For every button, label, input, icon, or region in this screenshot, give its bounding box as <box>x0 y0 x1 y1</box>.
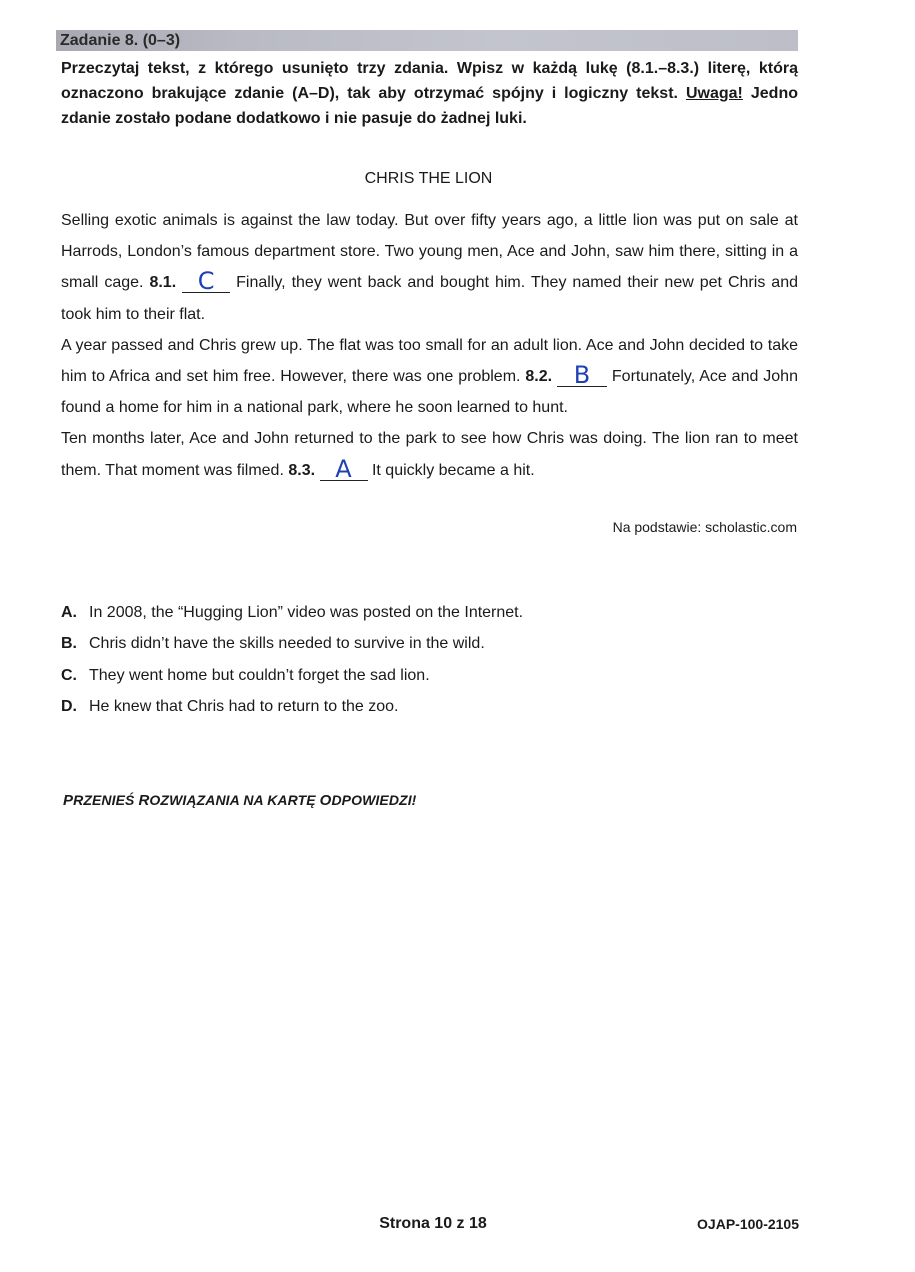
transfer-answers-note <box>63 790 416 811</box>
option-text: They went home but couldn’t forget the sad lion. <box>89 666 430 684</box>
transfer-note-text: OZWIĄZANIA NA KARTĘ <box>149 792 320 808</box>
transfer-note-initial: R <box>138 792 150 809</box>
gap-label-8-1: 8.1. <box>149 274 177 292</box>
story-paragraph-2 <box>61 330 798 424</box>
exam-code: OJAP-100-2105 <box>697 1216 799 1232</box>
instructions-text: Przeczytaj tekst, z którego usunięto trzy zdania. Wpisz w każdą lukę (8.1.–8.3.) literę, którą oznaczono brakujące zdanie (A–D), tak aby otrzymać spójny i logiczny tekst. <box>61 60 798 102</box>
option-letter: D. <box>61 697 77 715</box>
gap-label-8-2: 8.2. <box>525 368 553 386</box>
story-p2-before: A year passed and Chris grew up. The flat was too small for an adult lion. Ace and John decided to take him to Africa and set him free. However, there was one problem. <box>61 336 798 386</box>
gap-8-3-answer: A <box>335 454 352 483</box>
transfer-note-initial: P <box>63 792 74 809</box>
gap-8-3-answer-field[interactable] <box>320 454 368 483</box>
transfer-note-initial: O <box>319 792 332 809</box>
option-text: In 2008, the “Hugging Lion” video was posted on the Internet. <box>89 604 524 621</box>
option-text: He knew that Chris had to return to the zoo. <box>89 697 399 715</box>
gap-8-2-answer-field[interactable] <box>557 361 607 390</box>
gap-8-1-answer-field[interactable] <box>182 267 230 296</box>
warning-text: Jedno zdanie zostało podane dodatkowo i nie pasuje do żadnej luki. <box>61 85 798 127</box>
story-paragraph-1 <box>61 205 798 330</box>
page-number: Strona 10 z 18 <box>379 1215 487 1232</box>
story-p1-after: Finally, they went back and bought him. They named their new pet Chris and took him to their flat. <box>61 274 798 323</box>
option-c <box>61 660 798 691</box>
story-p3-after: It quickly became a hit. <box>371 461 535 479</box>
gap-label-8-3: 8.3. <box>288 461 316 479</box>
option-text: Chris didn’t have the skills needed to survive in the wild. <box>89 635 485 653</box>
story-p3-before: Ten months later, Ace and John returned to the park to see how Chris was doing. The lion ran to meet them. That moment was filmed. <box>61 430 798 479</box>
option-a <box>61 597 798 628</box>
option-letter: B. <box>61 635 77 653</box>
story-paragraph-3 <box>61 423 798 485</box>
story-p1-before: Selling exotic animals is against the law today. But over fifty years ago, a little lion was put on sale at Harrods, London’s famous department store. Two young men, Ace and John, saw him there, sitting in a small cage. <box>61 212 798 292</box>
source-citation: Na podstawie: scholastic.com <box>612 519 797 535</box>
task-header-bar <box>56 30 798 51</box>
story-text <box>61 205 798 486</box>
task-title: Zadanie 8. (0–3) <box>60 32 181 49</box>
option-b <box>61 628 798 659</box>
transfer-note-text: RZENIEŚ <box>73 792 139 808</box>
gap-8-1-answer: C <box>197 267 215 296</box>
option-letter: A. <box>61 604 77 621</box>
task-instructions <box>61 56 798 131</box>
gap-8-2-answer: B <box>573 361 591 390</box>
story-title: CHRIS THE LION <box>364 170 493 187</box>
option-letter: C. <box>61 666 77 684</box>
transfer-note-text: DPOWIEDZI! <box>331 792 417 808</box>
answer-options-list <box>61 597 798 722</box>
warning-label: Uwaga! <box>685 85 743 102</box>
option-d <box>61 691 798 722</box>
story-p2-after: Fortunately, Ace and John found a home for him in a national park, where he soon learned to hunt. <box>61 368 798 417</box>
